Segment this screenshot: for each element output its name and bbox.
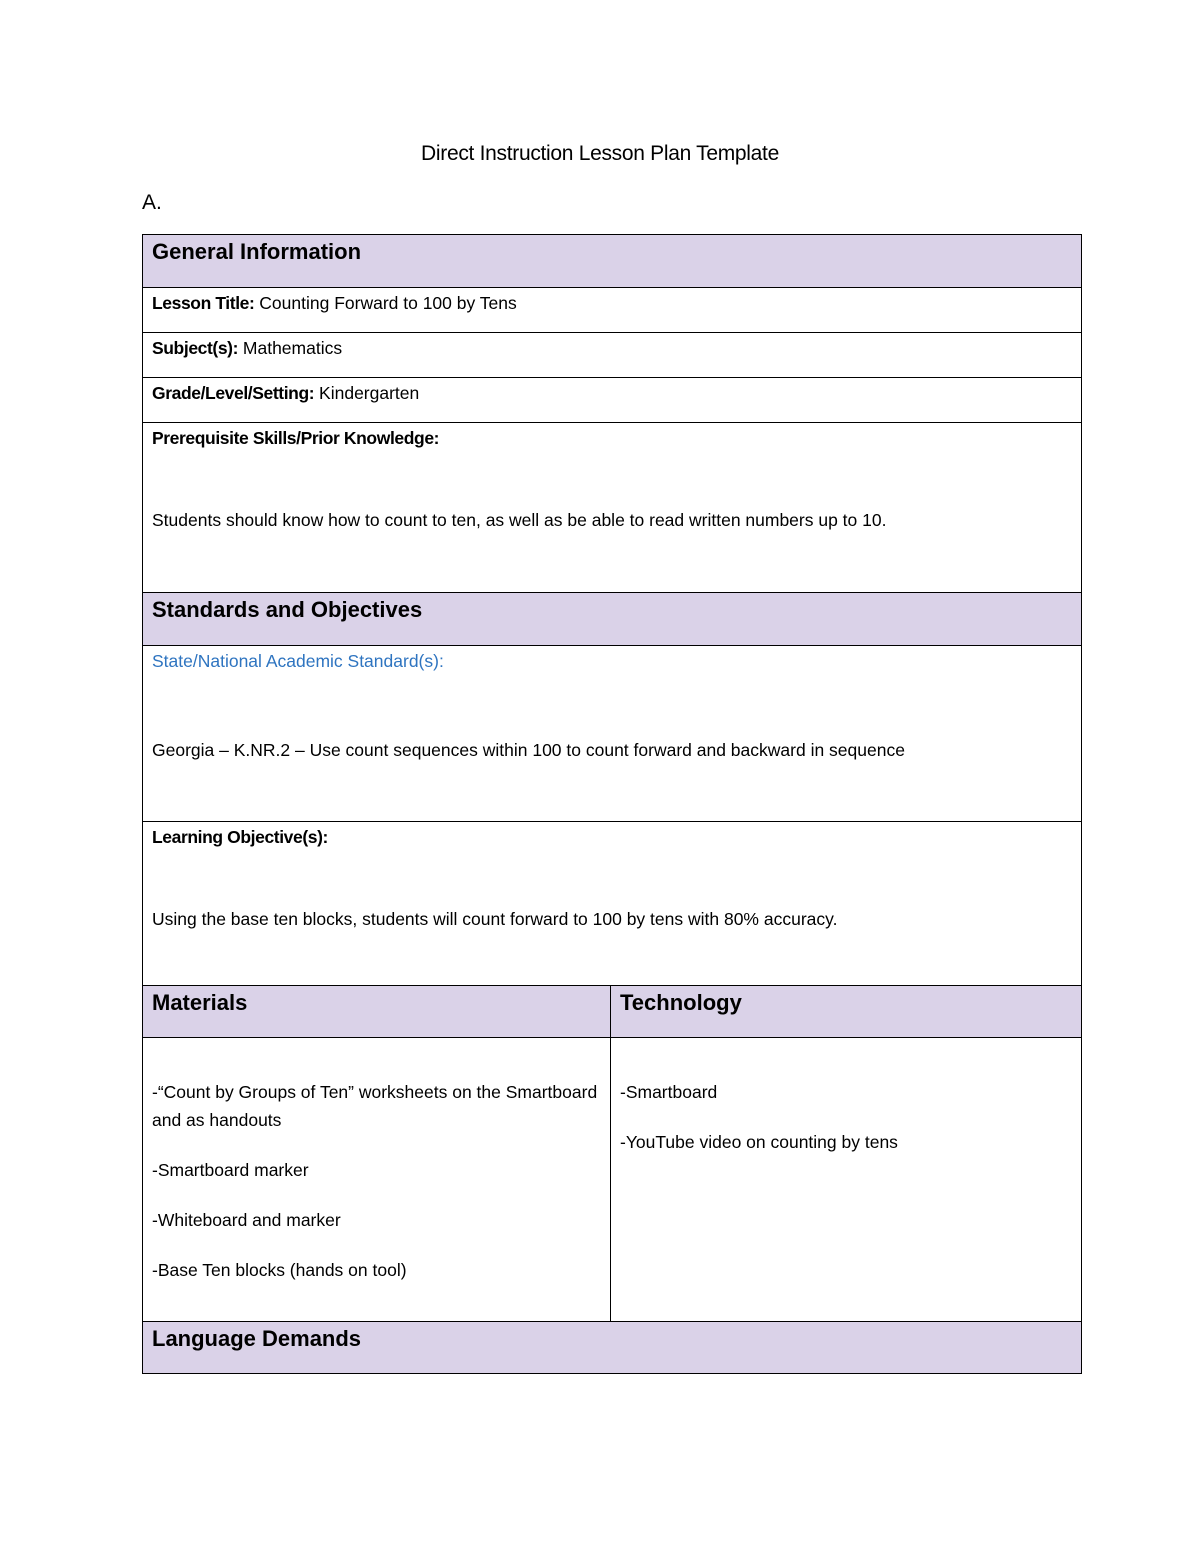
grade-level-value: Kindergarten <box>314 383 420 403</box>
materials-item: -Whiteboard and marker <box>152 1210 341 1230</box>
learning-objective-row <box>143 822 1082 986</box>
language-demands-heading: Language Demands <box>143 1322 1082 1374</box>
prerequisite-value: Students should know how to count to ten, as well as be able to read written numbers up to 10. <box>152 510 887 530</box>
grade-level-cell <box>143 378 1082 423</box>
lesson-plan-table <box>142 234 1082 1374</box>
general-information-header-row <box>143 235 1082 288</box>
language-demands-header-row <box>143 1322 1082 1374</box>
technology-item: -Smartboard <box>620 1082 718 1102</box>
materials-item: -Smartboard marker <box>152 1160 309 1180</box>
lesson-title-row <box>143 288 1082 333</box>
prerequisite-row <box>143 423 1082 593</box>
prerequisite-label: Prerequisite Skills/Prior Knowledge: <box>152 428 440 448</box>
subjects-label: Subject(s): <box>152 338 239 358</box>
subjects-cell <box>143 333 1082 378</box>
general-information-heading: General Information <box>143 235 1082 288</box>
learning-objective-label: Learning Objective(s): <box>152 827 328 847</box>
subjects-row <box>143 333 1082 378</box>
materials-item: -Base Ten blocks (hands on tool) <box>152 1260 407 1280</box>
materials-cell <box>143 1038 611 1322</box>
materials-heading: Materials <box>143 986 611 1038</box>
materials-technology-header-row <box>143 986 1082 1038</box>
standards-header-row <box>143 593 1082 646</box>
grade-level-label: Grade/Level/Setting: <box>152 383 315 403</box>
prerequisite-cell <box>143 423 1082 593</box>
standard-row <box>143 646 1082 822</box>
technology-cell <box>611 1038 1082 1322</box>
document-title: Direct Instruction Lesson Plan Template <box>421 142 779 165</box>
section-letter: A. <box>142 191 162 214</box>
materials-list <box>152 1078 601 1284</box>
lesson-title-label: Lesson Title: <box>152 293 255 313</box>
lesson-title-value: Counting Forward to 100 by Tens <box>254 293 517 313</box>
technology-list <box>620 1078 1072 1156</box>
standard-label: State/National Academic Standard(s): <box>152 651 444 671</box>
subjects-value: Mathematics <box>238 338 343 358</box>
learning-objective-cell <box>143 822 1082 986</box>
standard-cell <box>143 646 1082 822</box>
learning-objective-value: Using the base ten blocks, students will count forward to 100 by tens with 80% accuracy. <box>152 909 838 929</box>
grade-level-row <box>143 378 1082 423</box>
standards-heading: Standards and Objectives <box>143 593 1082 646</box>
materials-item: -“Count by Groups of Ten” worksheets on the Smartboard and as handouts <box>152 1082 598 1130</box>
technology-item: -YouTube video on counting by tens <box>620 1132 898 1152</box>
materials-technology-row <box>143 1038 1082 1322</box>
technology-heading: Technology <box>611 986 1082 1038</box>
lesson-title-cell <box>143 288 1082 333</box>
standard-value: Georgia – K.NR.2 – Use count sequences within 100 to count forward and backward in sequence <box>152 740 905 760</box>
